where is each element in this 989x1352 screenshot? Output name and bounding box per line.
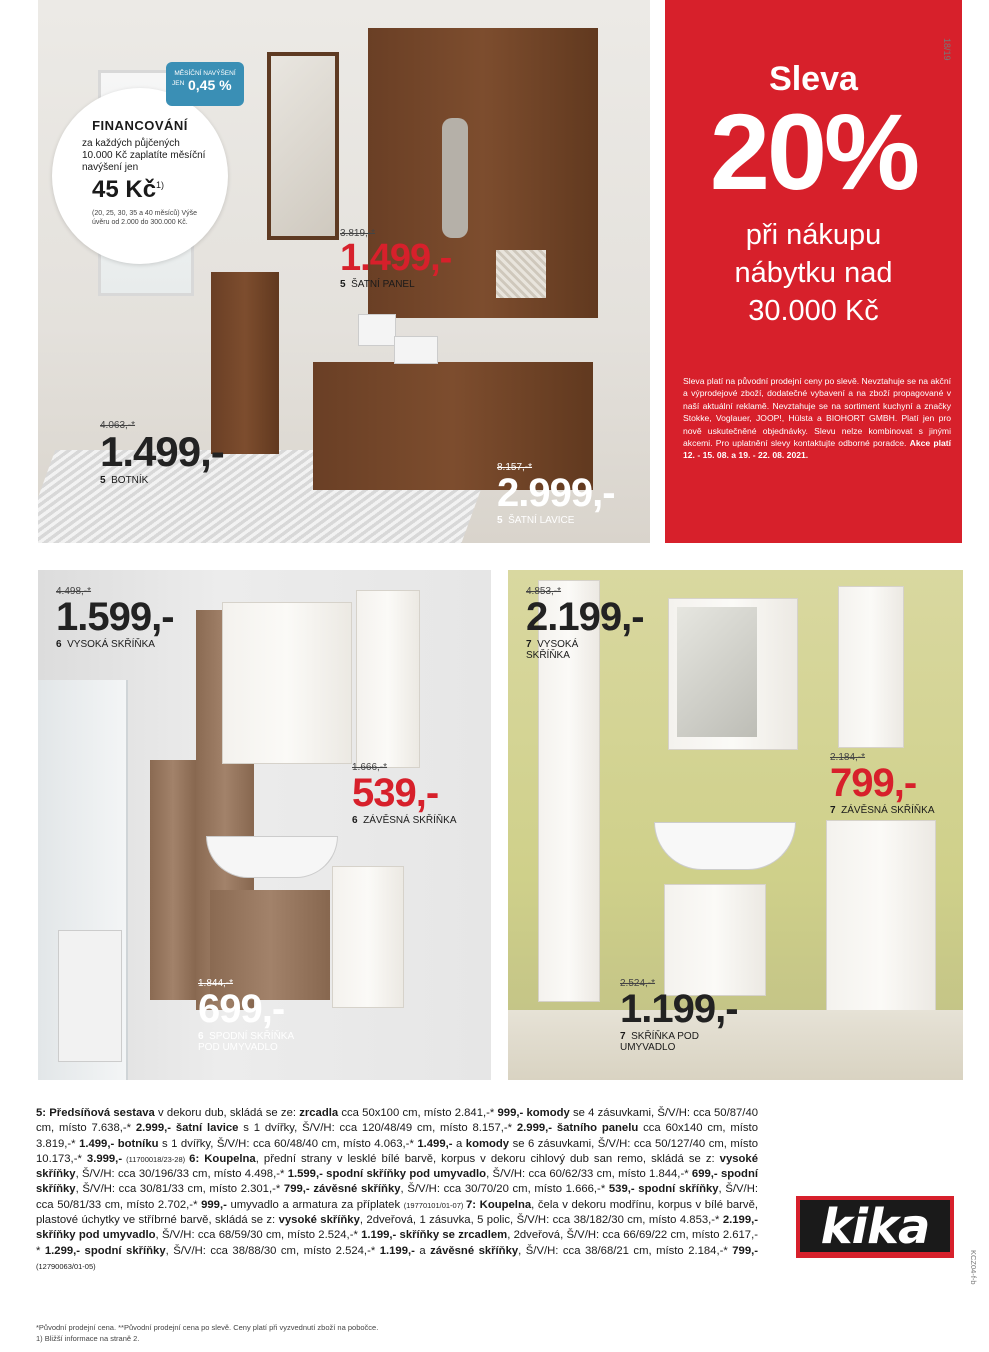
description-run: 1.199,- skříňky se zrcadlem bbox=[361, 1229, 508, 1242]
description-run: komody bbox=[465, 1137, 510, 1150]
price-tag-spodni-7 bbox=[620, 978, 738, 1053]
description-run: , Š/V/H: cca 68/59/30 cm, místo 2.524,-* bbox=[155, 1229, 362, 1242]
description-run: 1.199,- bbox=[379, 1244, 415, 1257]
detail-inset bbox=[58, 930, 122, 1062]
promo-line-3: 30.000 Kč bbox=[748, 295, 879, 327]
logo-text: kika bbox=[820, 1199, 930, 1255]
old-price: 4.853,-* bbox=[526, 586, 562, 597]
promo-condition bbox=[665, 216, 962, 330]
wall-cabinet bbox=[838, 586, 904, 748]
sink bbox=[206, 836, 338, 878]
promo-percent: 20% bbox=[709, 91, 918, 212]
mirror-cabinet bbox=[222, 602, 352, 764]
description-run: 2.999,- šatního panelu bbox=[516, 1122, 639, 1135]
description-run: 3.999,- bbox=[86, 1152, 123, 1165]
description-run: , přední strany v lesklé bílé barvě, korpus v dekoru cihlový dub san remo, skládá se z: bbox=[255, 1152, 720, 1165]
rate-badge-value: 0,45 % bbox=[188, 77, 232, 93]
description-run: vysoké skříňky bbox=[36, 1152, 758, 1181]
promo-title: Sleva bbox=[769, 60, 858, 98]
current-price: 539,- bbox=[352, 771, 439, 815]
description-run: vysoké skříňky bbox=[278, 1214, 360, 1227]
old-price: 4.498,-* bbox=[56, 586, 92, 597]
low-cabinet bbox=[826, 820, 936, 1042]
description-run: 1.299,- spodní skříňky bbox=[44, 1244, 166, 1257]
description-run: 799,- bbox=[732, 1244, 758, 1257]
footnote-financing: 1) Bližší informace na straně 2. bbox=[36, 1334, 140, 1343]
old-price: 4.063,-* bbox=[100, 420, 136, 431]
description-run: 7: Koupelna bbox=[465, 1198, 532, 1211]
current-price: 1.499,- bbox=[340, 237, 452, 279]
discount-promo-panel bbox=[665, 0, 962, 543]
description-run: , 2dveřová, 1 zásuvka, 5 polic, Š/V/H: cca 38/182/30 cm, místo 4.853,-* bbox=[359, 1214, 723, 1227]
old-price: 1.844,-* bbox=[198, 978, 234, 989]
product-label: 7 SKŘÍŇKA POD UMYVADLO bbox=[620, 1031, 699, 1053]
financing-footnote-ref: 1) bbox=[156, 180, 165, 190]
description-run: , Š/V/H: cca 50/81/33 cm, místo 2.702,-* bbox=[36, 1183, 758, 1211]
product-label: 7 ZÁVĚSNÁ SKŘÍŇKA bbox=[830, 805, 935, 816]
current-price: 699,- bbox=[198, 987, 285, 1031]
sink bbox=[654, 822, 796, 870]
rate-badge-label: MĚSÍČNÍ NAVÝŠENÍ bbox=[174, 70, 236, 77]
old-price: 2.524,-* bbox=[620, 978, 656, 989]
tall-cabinet bbox=[150, 760, 196, 1000]
price-tag-zavesna-6 bbox=[352, 762, 456, 826]
low-cabinet bbox=[332, 866, 404, 1008]
old-price: 1.666,-* bbox=[352, 762, 388, 773]
description-run: 6: Koupelna bbox=[189, 1152, 256, 1165]
description-run: 999,- bbox=[201, 1198, 227, 1211]
description-run: (19770101/01-07) bbox=[403, 1200, 466, 1210]
description-run: 799,- závěsné skříňky bbox=[283, 1183, 401, 1196]
mirror-cabinet bbox=[668, 598, 798, 750]
description-run: s 1 dvířky, Š/V/H: cca 60/48/40 cm, místo 4.063,-* bbox=[158, 1137, 418, 1150]
description-run: , Š/V/H: cca 38/68/21 cm, místo 2.184,-* bbox=[518, 1244, 733, 1257]
description-run: , Š/V/H: cca 30/196/33 cm, místo 4.498,-* bbox=[75, 1168, 288, 1181]
description-run: v dekoru dub, skládá se ze: bbox=[154, 1107, 300, 1119]
footnote-prices: *Původní prodejní cena. **Původní prodejní cena po slevě. Ceny platí při vyzvednutí zboží na pobočce. bbox=[36, 1323, 379, 1332]
mirror bbox=[267, 52, 339, 240]
storage-box bbox=[394, 336, 438, 364]
rate-badge bbox=[166, 62, 244, 106]
price-tag-botnik bbox=[100, 420, 224, 486]
promo-dates: Akce platí 12. - 15. 08. a 19. - 22. 08. 2021. bbox=[683, 438, 951, 461]
financing-title: FINANCOVÁNÍ bbox=[92, 118, 188, 133]
financing-terms: (20, 25, 30, 35 a 40 měsíců) Výše úvěru od 2.000 do 300.000 Kč. bbox=[92, 210, 198, 226]
rate-badge-prefix: JEN bbox=[172, 80, 185, 87]
financing-circle bbox=[52, 88, 228, 264]
old-price: 3.819,-* bbox=[340, 228, 376, 239]
price-tag-vysoka-7 bbox=[526, 586, 644, 661]
page-number: 18/19 bbox=[942, 38, 952, 61]
description-run: umyvadlo a armatura za příplatek bbox=[226, 1198, 404, 1211]
current-price: 2.199,- bbox=[526, 595, 644, 639]
price-tag-satni-panel bbox=[340, 228, 451, 290]
product-label: 5 ŠATNÍ PANEL bbox=[340, 279, 415, 290]
old-price: 2.184,-* bbox=[830, 752, 866, 763]
description-run: cca 50x100 cm, místo 2.841,-* bbox=[338, 1107, 498, 1119]
description-run: (11700018/23-28) bbox=[122, 1154, 190, 1164]
promo-line-1: při nákupu bbox=[745, 219, 882, 251]
product-label: 6 VYSOKÁ SKŘÍŇKA bbox=[56, 639, 155, 650]
description-run: 5: Předsíňová sestava bbox=[36, 1107, 155, 1119]
description-run: se 4 zásuvkami, Š/V/H: cca 50/87/40 cm, místo 7.638,-* bbox=[36, 1107, 759, 1135]
description-run: , Š/V/H: cca 30/81/33 cm, místo 2.301,-* bbox=[75, 1183, 284, 1196]
description-run: , Š/V/H: cca 38/88/30 cm, místo 2.524,-* bbox=[165, 1244, 380, 1257]
promo-line-2: nábytku nad bbox=[734, 257, 893, 289]
description-run: 699,- spodní skříňky bbox=[36, 1168, 758, 1196]
kika-logo bbox=[796, 1196, 954, 1258]
description-run: zrcadla bbox=[299, 1107, 339, 1119]
description-run: 2.199,- skříňky pod umyvadlo bbox=[36, 1214, 759, 1242]
description-run: a bbox=[452, 1137, 466, 1150]
price-tag-vysoka-6 bbox=[56, 586, 174, 650]
old-price: 8.157,-* bbox=[497, 462, 533, 473]
product-label: 5 BOTNÍK bbox=[100, 475, 149, 486]
description-run: , 2dveřová, Š/V/H: cca 66/69/22 cm, místo 2.617,-* bbox=[36, 1229, 758, 1257]
description-run: , Š/V/H: cca 30/70/20 cm, místo 1.666,-* bbox=[400, 1183, 609, 1196]
price-tag-spodni-6 bbox=[198, 978, 294, 1053]
financing-text: za každých půjčených 10.000 Kč zaplatíte měsíční navýšení jen bbox=[82, 138, 206, 173]
financing-amount-value: 45 Kč bbox=[92, 176, 157, 203]
mirror-glass bbox=[677, 607, 757, 737]
description-run: , čela v dekoru modřínu, korpus v bílé barvě, plastové úchytky ve stříbrné barvě, skládá se z: bbox=[36, 1198, 759, 1227]
product-label: 5 ŠATNÍ LAVICE bbox=[497, 515, 575, 526]
storage-box bbox=[358, 314, 396, 346]
description-run: 1.599,- spodní skříňky pod umyvadlo bbox=[287, 1168, 487, 1181]
description-run: , Š/V/H: cca 60/62/33 cm, místo 1.844,-* bbox=[486, 1168, 692, 1181]
description-run: s 1 dvířky, Š/V/H: cca 120/48/49 cm, místo 8.157,-* bbox=[238, 1122, 517, 1135]
current-price: 799,- bbox=[830, 761, 917, 805]
woven-bag bbox=[496, 250, 546, 298]
description-run: závěsné skříňky bbox=[430, 1244, 519, 1257]
scarf bbox=[442, 118, 468, 238]
product-label: 7 VYSOKÁ SKŘÍŇKA bbox=[526, 639, 579, 661]
price-tag-satni-lavice bbox=[497, 462, 615, 526]
description-run: a bbox=[414, 1244, 431, 1257]
wall-cabinet bbox=[356, 590, 420, 768]
product-label: 6 SPODNÍ SKŘÍŇKA POD UMYVADLO bbox=[198, 1031, 295, 1053]
description-run: 999,- komody bbox=[497, 1107, 570, 1119]
description-run: cca 60x140 cm, místo 3.819,-* bbox=[36, 1122, 758, 1150]
catalog-code: KCZ04-f-b bbox=[969, 1250, 978, 1285]
promo-terms-text: Sleva platí na původní prodejní ceny po slevě. Nevztahuje se na akční a výprodejové zboží, dodatečné vybavení a na zboží propagované v naší aktuální reklamě. Nevztahuje se na sortiment kuchyní a značky Stokke, Voglauer, JOOP!, Hülsta a BIOHORT GMBH. Platí jen pro nově uskutečněné objednávky. Slevu nelze kombinovat s jinými akcemi. Pro uplatnění slevy kontaktujte odborné poradce. bbox=[683, 376, 951, 449]
description-run: (12790063/01-05) bbox=[36, 1261, 96, 1271]
financing-amount bbox=[92, 176, 164, 204]
product-description bbox=[36, 1106, 758, 1274]
current-price: 1.599,- bbox=[56, 595, 174, 639]
description-run: 1.499,- botníku bbox=[79, 1137, 159, 1150]
product-label: 6 ZÁVĚSNÁ SKŘÍŇKA bbox=[352, 815, 457, 826]
price-tag-zavesna-7 bbox=[830, 752, 934, 816]
current-price: 1.499,- bbox=[100, 428, 224, 475]
description-run: se 6 zásuvkami, Š/V/H: cca 50/127/40 cm, místo 10.173,-* bbox=[36, 1137, 759, 1165]
current-price: 2.999,- bbox=[497, 471, 615, 515]
description-run: 539,- spodní skříňky bbox=[608, 1183, 719, 1196]
promo-terms bbox=[683, 375, 951, 462]
description-run: 2.999,- šatní lavice bbox=[135, 1122, 239, 1135]
description-run: 1.499,- bbox=[417, 1137, 453, 1150]
current-price: 1.199,- bbox=[620, 987, 738, 1031]
